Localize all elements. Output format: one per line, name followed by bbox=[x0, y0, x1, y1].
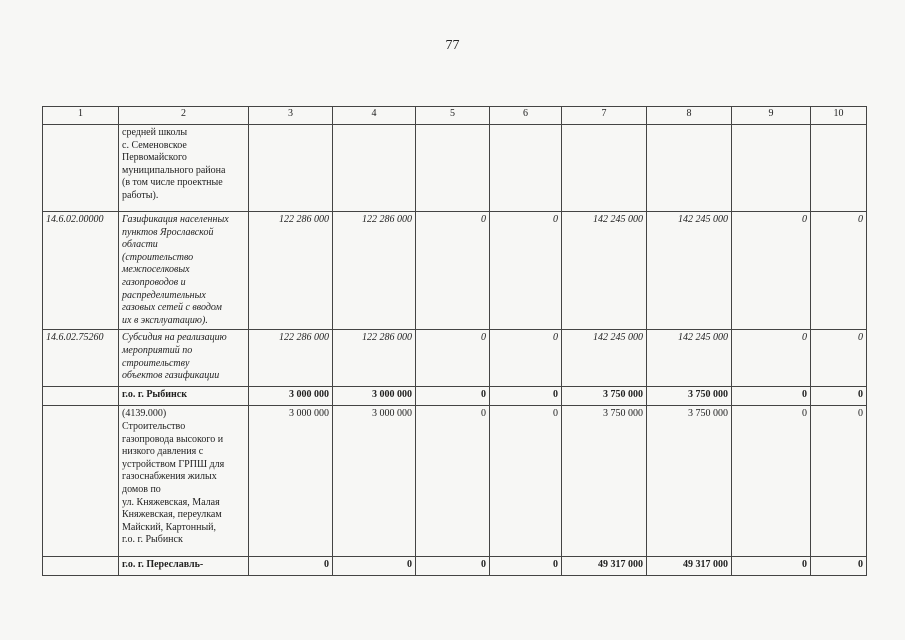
budget-table bbox=[42, 106, 867, 576]
value-cell-4: 3 000 000 bbox=[333, 406, 416, 557]
value-cell-6: 0 bbox=[490, 557, 562, 576]
value-cell-7: 3 750 000 bbox=[562, 406, 647, 557]
value-cell-8: 3 750 000 bbox=[647, 387, 732, 406]
value-cell-4: 122 286 000 bbox=[333, 330, 416, 387]
value-cell-7: 49 317 000 bbox=[562, 557, 647, 576]
value-cell-8 bbox=[647, 125, 732, 212]
row-name-cell: Газификация населенных пунктов Ярославской области (строительство межпоселковых газопроводов и распределительных газовых сетей с вводом их в эксплуатацию). bbox=[119, 212, 249, 330]
value-cell-10: 0 bbox=[811, 330, 867, 387]
row-code-cell bbox=[43, 557, 119, 576]
value-cell-10: 0 bbox=[811, 387, 867, 406]
value-cell-3: 0 bbox=[249, 557, 333, 576]
value-cell-5: 0 bbox=[416, 387, 490, 406]
col-header-9: 9 bbox=[732, 107, 811, 125]
value-cell-3: 3 000 000 bbox=[249, 387, 333, 406]
value-cell-6: 0 bbox=[490, 330, 562, 387]
row-code-cell bbox=[43, 125, 119, 212]
value-cell-9: 0 bbox=[732, 330, 811, 387]
row-code-cell bbox=[43, 387, 119, 406]
row-code-cell: 14.6.02.75260 bbox=[43, 330, 119, 387]
value-cell-3: 122 286 000 bbox=[249, 330, 333, 387]
row-code-cell bbox=[43, 406, 119, 557]
col-header-7: 7 bbox=[562, 107, 647, 125]
value-cell-10: 0 bbox=[811, 557, 867, 576]
value-cell-7: 142 245 000 bbox=[562, 330, 647, 387]
row-name-cell: средней школы с. Семеновское Первомайского муниципального района (в том числе проектные работы). bbox=[119, 125, 249, 212]
value-cell-6 bbox=[490, 125, 562, 212]
value-cell-7 bbox=[562, 125, 647, 212]
table-row bbox=[43, 387, 867, 406]
value-cell-5: 0 bbox=[416, 212, 490, 330]
value-cell-8: 3 750 000 bbox=[647, 406, 732, 557]
col-header-10: 10 bbox=[811, 107, 867, 125]
value-cell-5: 0 bbox=[416, 557, 490, 576]
value-cell-8: 142 245 000 bbox=[647, 212, 732, 330]
value-cell-9: 0 bbox=[732, 557, 811, 576]
value-cell-10 bbox=[811, 125, 867, 212]
row-name-cell: (4139.000) Строительство газопровода высокого и низкого давления с устройством ГРПШ для газоснабжения жилых домов по ул. Княжевская, Малая Княжевская, переулкам Майский, Картонный, г.о. г. Рыбинск bbox=[119, 406, 249, 557]
value-cell-6: 0 bbox=[490, 387, 562, 406]
row-name-cell: Субсидия на реализацию мероприятий по строительству объектов газификации bbox=[119, 330, 249, 387]
value-cell-6: 0 bbox=[490, 406, 562, 557]
value-cell-5: 0 bbox=[416, 406, 490, 557]
value-cell-5 bbox=[416, 125, 490, 212]
table-row bbox=[43, 406, 867, 557]
page-number: 77 bbox=[445, 38, 460, 53]
value-cell-6: 0 bbox=[490, 212, 562, 330]
value-cell-10: 0 bbox=[811, 212, 867, 330]
value-cell-4: 0 bbox=[333, 557, 416, 576]
row-code-cell: 14.6.02.00000 bbox=[43, 212, 119, 330]
row-name-cell: г.о. г. Переславль- bbox=[119, 557, 249, 576]
col-header-8: 8 bbox=[647, 107, 732, 125]
value-cell-9: 0 bbox=[732, 387, 811, 406]
col-header-6: 6 bbox=[490, 107, 562, 125]
value-cell-9: 0 bbox=[732, 212, 811, 330]
value-cell-5: 0 bbox=[416, 330, 490, 387]
col-header-1: 1 bbox=[43, 107, 119, 125]
value-cell-7: 3 750 000 bbox=[562, 387, 647, 406]
col-header-4: 4 bbox=[333, 107, 416, 125]
table-body bbox=[43, 125, 867, 576]
table-row bbox=[43, 557, 867, 576]
value-cell-4: 3 000 000 bbox=[333, 387, 416, 406]
value-cell-4: 122 286 000 bbox=[333, 212, 416, 330]
value-cell-8: 49 317 000 bbox=[647, 557, 732, 576]
col-header-3: 3 bbox=[249, 107, 333, 125]
value-cell-3: 3 000 000 bbox=[249, 406, 333, 557]
header-row bbox=[43, 107, 867, 125]
table-row bbox=[43, 125, 867, 212]
value-cell-3: 122 286 000 bbox=[249, 212, 333, 330]
table-row bbox=[43, 212, 867, 330]
value-cell-3 bbox=[249, 125, 333, 212]
value-cell-9 bbox=[732, 125, 811, 212]
col-header-2: 2 bbox=[119, 107, 249, 125]
value-cell-4 bbox=[333, 125, 416, 212]
value-cell-9: 0 bbox=[732, 406, 811, 557]
table-row bbox=[43, 330, 867, 387]
value-cell-8: 142 245 000 bbox=[647, 330, 732, 387]
col-header-5: 5 bbox=[416, 107, 490, 125]
row-name-cell: г.о. г. Рыбинск bbox=[119, 387, 249, 406]
value-cell-10: 0 bbox=[811, 406, 867, 557]
value-cell-7: 142 245 000 bbox=[562, 212, 647, 330]
